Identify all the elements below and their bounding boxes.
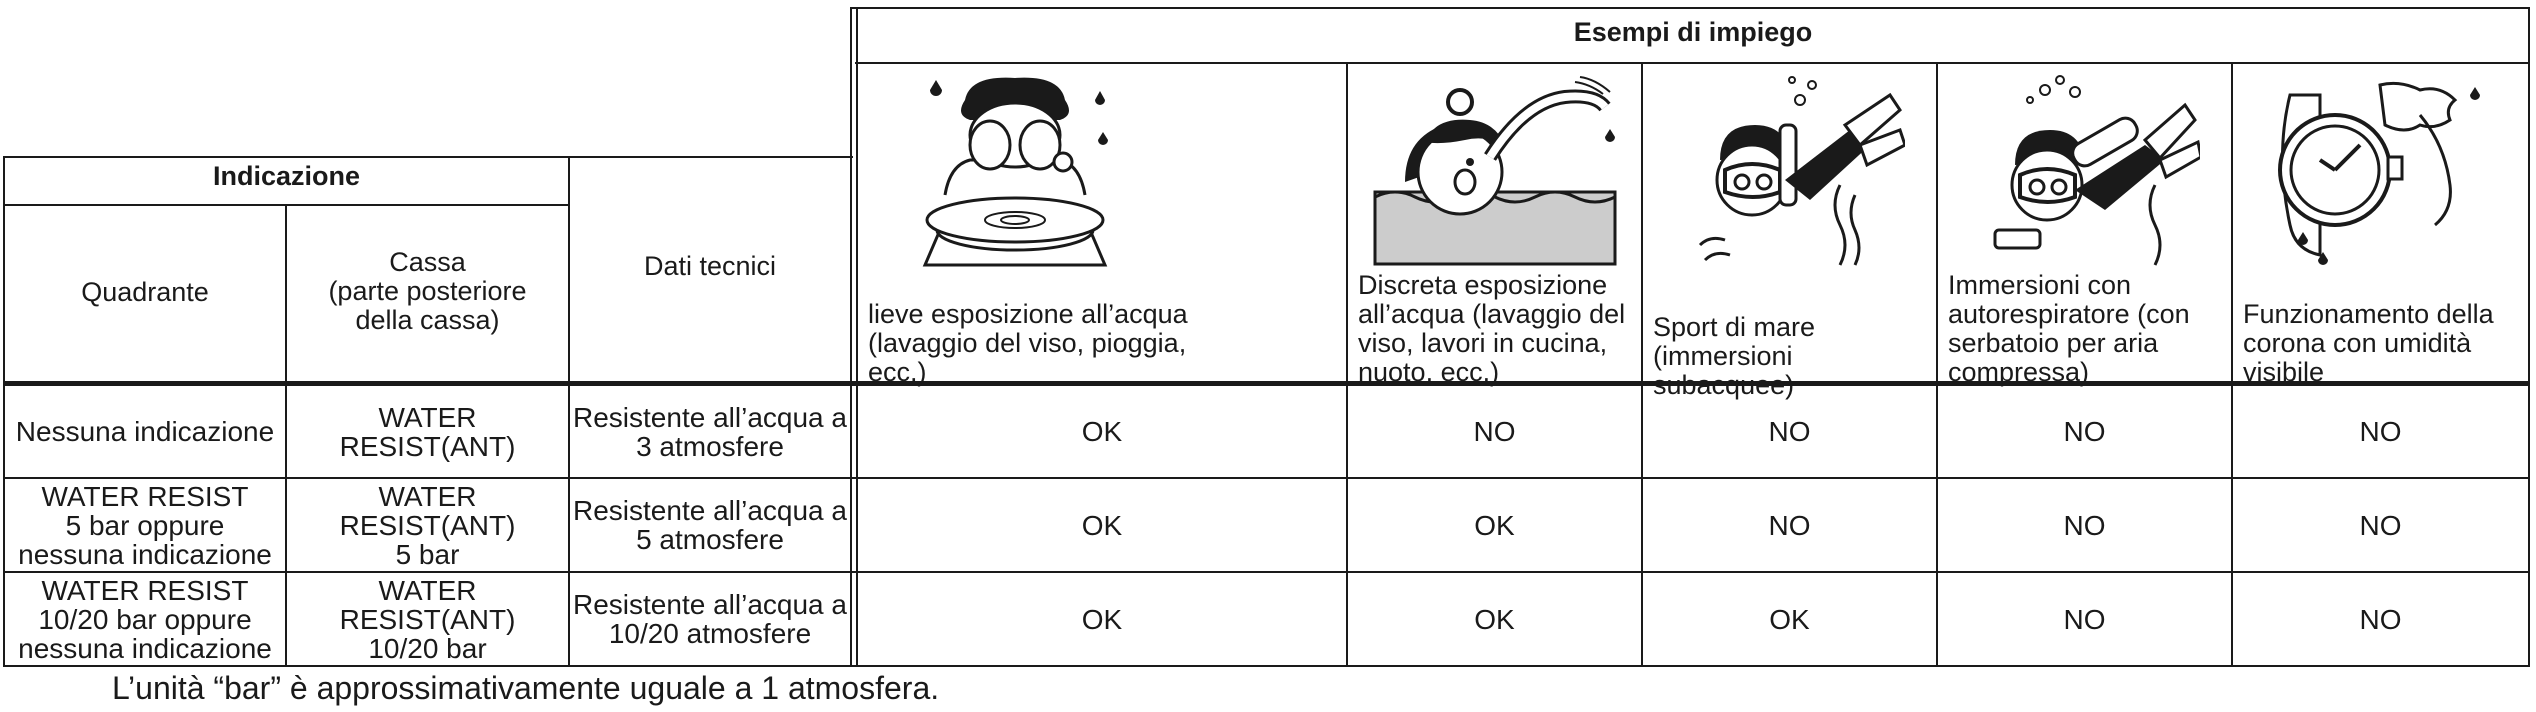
row2-value-2: OK <box>1474 509 1515 541</box>
example-label-5: Funzionamento della corona con umidità visibile <box>2243 299 2494 387</box>
row1-quadrante: Nessuna indicazione <box>15 416 275 447</box>
example-label-3: Sport di mare (immersioni subacquee) <box>1653 312 1816 400</box>
header-dati-tecnici: Dati tecnici <box>643 251 777 281</box>
header-esempi-di-impiego: Esempi di impiego <box>1573 17 1813 47</box>
scuba-diver-icon <box>1975 70 2200 270</box>
example-label-4: Immersioni con autorespiratore (con serbatoio per aria compressa) <box>1948 270 2190 387</box>
row2-value-1: OK <box>1081 509 1123 541</box>
row3-value-5: NO <box>2359 603 2402 635</box>
row1-value-2: NO <box>1473 416 1516 447</box>
wet-watch-crown-icon <box>2270 75 2495 275</box>
footnote: L’unità “bar” è approssimativamente uguale a 1 atmosfera. <box>112 670 940 706</box>
row3-value-2: OK <box>1474 603 1515 635</box>
swimmer-icon <box>1365 72 1625 267</box>
row2-value-5: NO <box>2359 509 2402 541</box>
header-indicazione: Indicazione <box>212 161 361 191</box>
row2-dati: Resistente all’acqua a 5 atmosfere <box>573 495 847 555</box>
header-quadrante: Quadrante <box>81 277 209 307</box>
row3-value-4: NO <box>2063 603 2106 635</box>
row1-value-5: NO <box>2359 416 2402 447</box>
row1-value-1: OK <box>1081 416 1123 447</box>
row2-cassa: WATER RESIST(ANT) 5 bar <box>339 480 516 570</box>
row1-dati: Resistente all’acqua a 3 atmosfere <box>573 401 847 462</box>
row2-value-4: NO <box>2063 509 2106 541</box>
row1-value-3: NO <box>1768 416 1811 447</box>
row3-dati: Resistente all’acqua a 10/20 atmosfere <box>573 589 847 649</box>
row1-cassa: WATER RESIST(ANT) <box>339 401 516 462</box>
snorkeler-icon <box>1680 70 1905 270</box>
row3-quadrante: WATER RESIST 10/20 bar oppure nessuna indicazione <box>18 574 272 664</box>
example-label-1: lieve esposizione all’acqua (lavaggio del viso, pioggia, ecc.) <box>868 299 1188 387</box>
face-washing-icon <box>900 70 1130 270</box>
row1-value-4: NO <box>2063 416 2106 447</box>
row3-value-3: OK <box>1769 603 1810 635</box>
row2-quadrante: WATER RESIST 5 bar oppure nessuna indicazione <box>18 480 272 570</box>
header-cassa: Cassa (parte posteriore della cassa) <box>328 247 527 335</box>
row3-cassa: WATER RESIST(ANT) 10/20 bar <box>339 574 516 664</box>
row3-value-1: OK <box>1081 603 1123 635</box>
row2-value-3: NO <box>1768 509 1811 541</box>
example-label-2: Discreta esposizione all’acqua (lavaggio del viso, lavori in cucina, nuoto, ecc.) <box>1358 270 1626 387</box>
